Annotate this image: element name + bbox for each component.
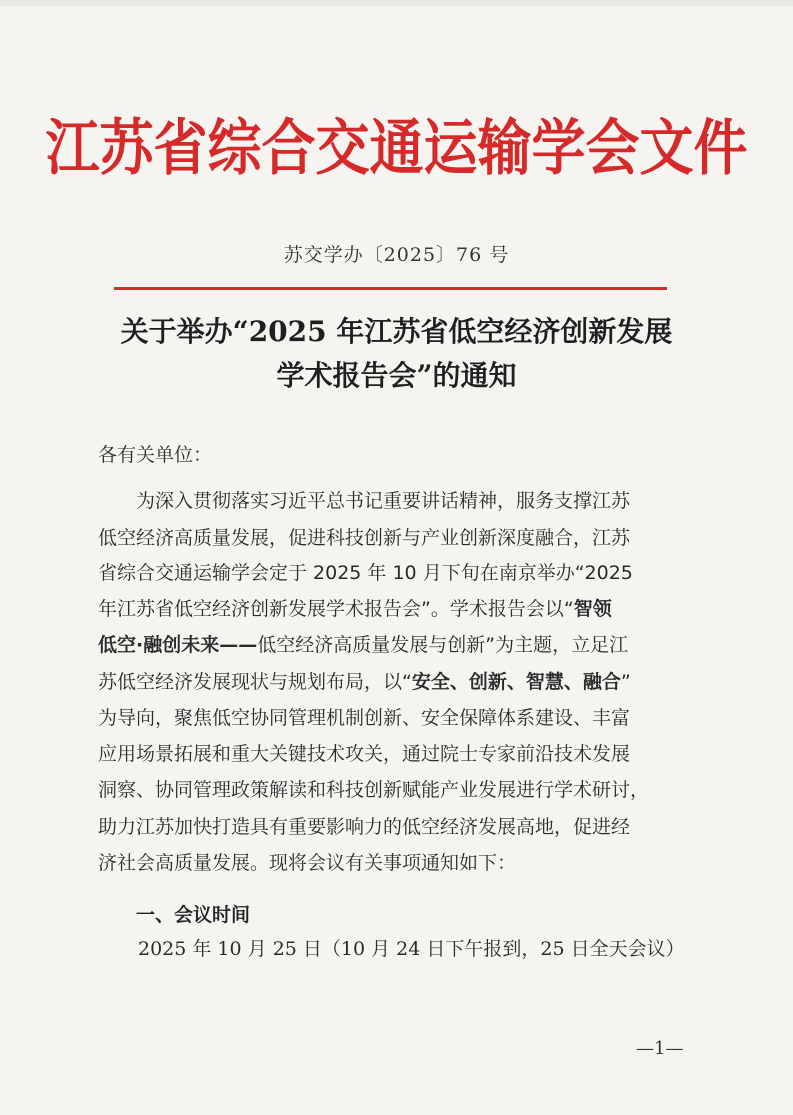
scan-edge (0, 0, 793, 6)
paragraph-line: 洞察、协同管理政策解读和科技创新赋能产业发展进行学术研讨， (98, 779, 650, 801)
document-number: 苏交学办〔2025〕76 号 (283, 244, 510, 266)
paragraph-text: 年江苏省低空经济创新发展学术报告会”。学术报告会以“ (98, 598, 574, 620)
paragraph-line (98, 632, 708, 658)
meeting-time-text: 2025 年 10 月 25 日（10 月 24 日下午报到，25 日全天会议） (138, 938, 685, 960)
red-divider-line (114, 287, 667, 290)
paragraph-text: 苏低空经济发展现状与规划布局，以“ (98, 671, 412, 693)
notice-title-line-2: 学术报告会”的通知 (276, 359, 517, 392)
salutation: 各有关单位： (98, 444, 213, 466)
notice-title-line-1: 关于举办“2025 年江苏省低空经济创新发展 (120, 315, 673, 348)
section-heading-meeting-time: 一、会议时间 (136, 904, 251, 926)
paragraph-line: 助力江苏加快打造具有重要影响力的低空经济发展高地，促进经 (98, 816, 631, 838)
document-masthead: 江苏省综合交通运输学会文件 (45, 111, 748, 183)
paragraph-text: 低空经济高质量发展与创新”为主题，立足江 (257, 634, 629, 656)
paragraph-line: 应用场景拓展和重大关键技术攻关，通过院士专家前沿技术发展 (98, 743, 631, 765)
guidance-emphasis: 安全、创新、智慧、融合 (411, 671, 621, 693)
paragraph-line: 为深入贯彻落实习近平总书记重要讲话精神，服务支撑江苏 (136, 490, 631, 512)
paragraph-line: 省综合交通运输学会定于 2025 年 10 月下旬在南京举办“2025 (98, 562, 633, 584)
theme-emphasis: 低空·融创未来—— (98, 634, 258, 656)
paragraph-line (98, 669, 708, 695)
page-number: —1— (636, 1038, 684, 1059)
theme-emphasis: 智领 (573, 598, 612, 620)
paragraph-line: 为导向，聚焦低空协同管理机制创新、安全保障体系建设、丰富 (98, 707, 631, 729)
paragraph-line (98, 596, 708, 622)
paragraph-line: 济社会高质量发展。现将会议有关事项通知如下： (98, 852, 517, 874)
paragraph-text: ” (620, 671, 631, 693)
paragraph-line: 低空经济高质量发展，促进科技创新与产业创新深度融合，江苏 (98, 527, 631, 549)
